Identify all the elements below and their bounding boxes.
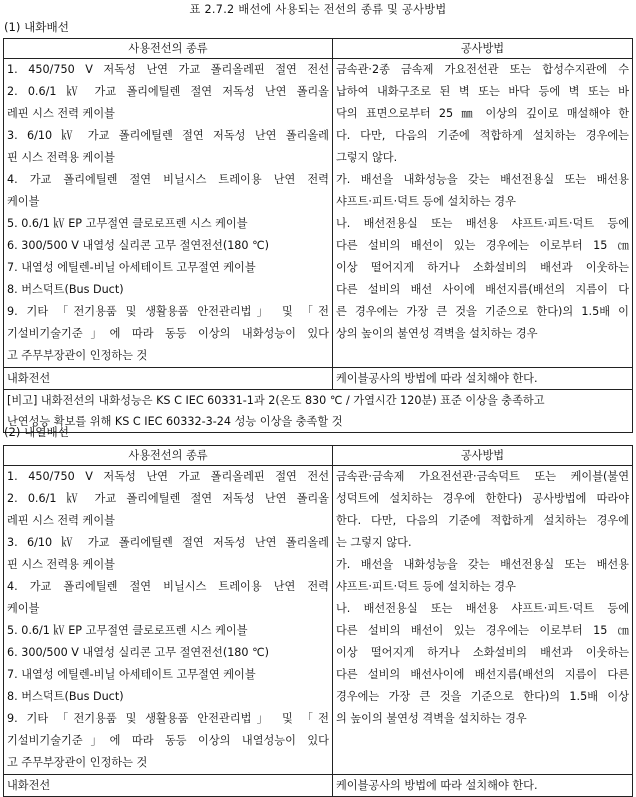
table-row [4, 466, 633, 775]
method-line: 그렇지 않다. [336, 151, 398, 164]
method-line: 상의 높이의 불연성 격벽을 설치하는 경우 [336, 327, 538, 340]
method-line: 는 그렇지 않다. [336, 536, 412, 549]
method-line: 이상 떨어지게 하거나 소화설비의 배선과 이웃하는 [336, 646, 629, 659]
list-item: 4. 가교 폴리에틸렌 절연 비닐시스 트레이용 난연 전력 [7, 173, 329, 186]
method-line: 나. 배선전용실 또는 배선용 샤프트·피트·덕트 등에 [336, 602, 629, 615]
list-item: 5. 0.6/1 ㎸ EP 고무절연 클로로프렌 시스 케이블 [7, 217, 248, 230]
table-row [4, 775, 633, 797]
fire-resistant-wiring-table [3, 38, 633, 433]
table-header-row [4, 39, 633, 59]
list-item: 레핀 시스 전력 케이블 [7, 107, 115, 120]
list-item: 2. 0.6/1 ㎸ 가교 폴리에틸렌 절연 저독성 난연 폴리올 [7, 492, 329, 505]
list-item: 3. 6/10 ㎸ 가교 폴리에틸렌 절연 저독성 난연 폴리올레 [7, 536, 329, 549]
list-item: 6. 300/500 V 내열성 실리콘 고무 절연전선(180 ℃) [7, 239, 270, 252]
list-item: 3. 6/10 ㎸ 가교 폴리에틸렌 절연 저독성 난연 폴리올레 [7, 129, 329, 142]
list-item: 기설비기술기준」에 따라 동등 이상의 내화성능이 있다 [7, 327, 329, 340]
method-line: 가. 배선을 내화성능을 갖는 배선전용실 또는 배선용 [336, 558, 629, 571]
list-item: 레핀 시스 전력 케이블 [7, 514, 115, 527]
list-item: 1. 450/750 V 저독성 난연 가교 폴리올레핀 절연 전선 [7, 63, 329, 76]
list-item: 4. 가교 폴리에틸렌 절연 비닐시스 트레이용 난연 전력 [7, 580, 329, 593]
method-line: 나. 배선전용실 또는 배선용 샤프트·피트·덕트 등에 [336, 217, 629, 230]
method-line: 다른 설비의 배선 사이에 배선지름(배선의 지름이 다 [336, 283, 629, 296]
list-item: 6. 300/500 V 내열성 실리콘 고무 절연전선(180 ℃) [7, 646, 270, 659]
method-line: 닥의 표면으로부터 25 ㎜ 이상의 깊이로 매설해야 한 [336, 107, 629, 120]
list-item: 8. 버스덕트(Bus Duct) [7, 283, 124, 296]
section-title-fire-resistant: (1) 내화배선 [4, 20, 69, 34]
list-item: 2. 0.6/1 ㎸ 가교 폴리에틸렌 절연 저독성 난연 폴리올 [7, 85, 329, 98]
method-line: 성덕트에 설치하는 경우에 한한다) 공사방법에 따라야 [336, 492, 629, 505]
wire-type-list [4, 59, 333, 368]
header-wire-type: 사용전선의 종류 [4, 39, 333, 59]
list-item: 케이블 [7, 602, 40, 615]
list-item: 고 주무부장관이 인정하는 것 [7, 756, 148, 769]
method-line: 샤프트·피트·덕트 등에 설치하는 경우 [336, 195, 516, 208]
list-item: 기설비기술기준」에 따라 동등 이상의 내열성능이 있다 [7, 734, 329, 747]
method-line: 금속관·2종 금속제 가요전선관 또는 합성수지관에 수 [336, 63, 629, 76]
method-line: 납하여 내화구조로 된 벽 또는 바닥 등에 벽 또는 바 [336, 85, 629, 98]
list-item: 고 주무부장관이 인정하는 것 [7, 349, 148, 362]
header-method: 공사방법 [333, 446, 633, 466]
fire-resistant-cable-cell: 내화전선 [4, 775, 333, 797]
list-item: 핀 시스 전력용 케이블 [7, 151, 115, 164]
method-line: 다. 다만, 다음의 기준에 적합하게 설치하는 경우에는 [336, 129, 629, 142]
note-line: 난연성능 확보를 위해 KS C IEC 60332-3-24 성능 이상을 충족할 것 [7, 415, 343, 428]
list-item: 케이블 [7, 195, 40, 208]
fire-resistant-cable-cell: 내화전선 [4, 368, 333, 390]
list-item: 5. 0.6/1 ㎸ EP 고무절연 클로로프렌 시스 케이블 [7, 624, 248, 637]
method-line: 한다. 다만, 다음의 기준에 적합하게 설치하는 경우에 [336, 514, 629, 527]
method-line: 의 높이의 불연성 격벽을 설치하는 경우 [336, 712, 527, 725]
heat-resistant-wiring-table [3, 445, 633, 797]
method-text [333, 59, 633, 368]
method-line: 가. 배선을 내화성능을 갖는 배선전용실 또는 배선용 [336, 173, 629, 186]
list-item: 9. 기타 「전기용품 및 생활용품 안전관리법」 및 「전 [7, 305, 329, 318]
note-cell [4, 390, 633, 433]
method-line: 샤프트·피트·덕트 등에 설치하는 경우 [336, 580, 516, 593]
cable-method-cell: 케이블공사의 방법에 따라 설치해야 한다. [333, 775, 633, 797]
table-header-row [4, 446, 633, 466]
table-row [4, 368, 633, 390]
method-line: 금속관·금속제 가요전선관·금속덕트 또는 케이블(불연 [336, 470, 629, 483]
table-note-row [4, 390, 633, 433]
wire-type-list [4, 466, 333, 775]
list-item: 9. 기타 「전기용품 및 생활용품 안전관리법」 및 「전 [7, 712, 329, 725]
section-title-heat-resistant: (2) 내열배선 [4, 425, 69, 439]
method-text [333, 466, 633, 775]
method-line: 른 경우에는 가장 큰 것을 기준으로 한다)의 1.5배 이 [336, 305, 629, 318]
table-caption: 표 2.7.2 배선에 사용되는 전선의 종류 및 공사방법 [189, 3, 447, 16]
method-line: 경우에는 가장 큰 것을 기준으로 한다)의 1.5배 이상 [336, 690, 629, 703]
list-item: 8. 버스덕트(Bus Duct) [7, 690, 124, 703]
header-wire-type: 사용전선의 종류 [4, 446, 333, 466]
table-row [4, 59, 633, 368]
method-line: 다른 설비의 배선이 있는 경우에는 이로부터 15 ㎝ [336, 239, 629, 252]
header-method: 공사방법 [333, 39, 633, 59]
list-item: 1. 450/750 V 저독성 난연 가교 폴리올레핀 절연 전선 [7, 470, 329, 483]
cable-method-cell: 케이블공사의 방법에 따라 설치해야 한다. [333, 368, 633, 390]
list-item: 7. 내열성 에틸렌-비닐 아세테이트 고무절연 케이블 [7, 668, 256, 681]
list-item: 핀 시스 전력용 케이블 [7, 558, 115, 571]
list-item: 7. 내열성 에틸렌-비닐 아세테이트 고무절연 케이블 [7, 261, 256, 274]
method-line: 이상 떨어지게 하거나 소화설비의 배선과 이웃하는 [336, 261, 629, 274]
method-line: 다른 설비의 배선이 있는 경우에는 이로부터 15 ㎝ [336, 624, 629, 637]
method-line: 다른 설비의 배선사이에 배선지름(배선의 지름이 다른 [336, 668, 629, 681]
note-line: [비고] 내화전선의 내화성능은 KS C IEC 60331-1과 2(온도 830 ℃ / 가열시간 120분) 표준 이상을 충족하고 [7, 394, 545, 407]
